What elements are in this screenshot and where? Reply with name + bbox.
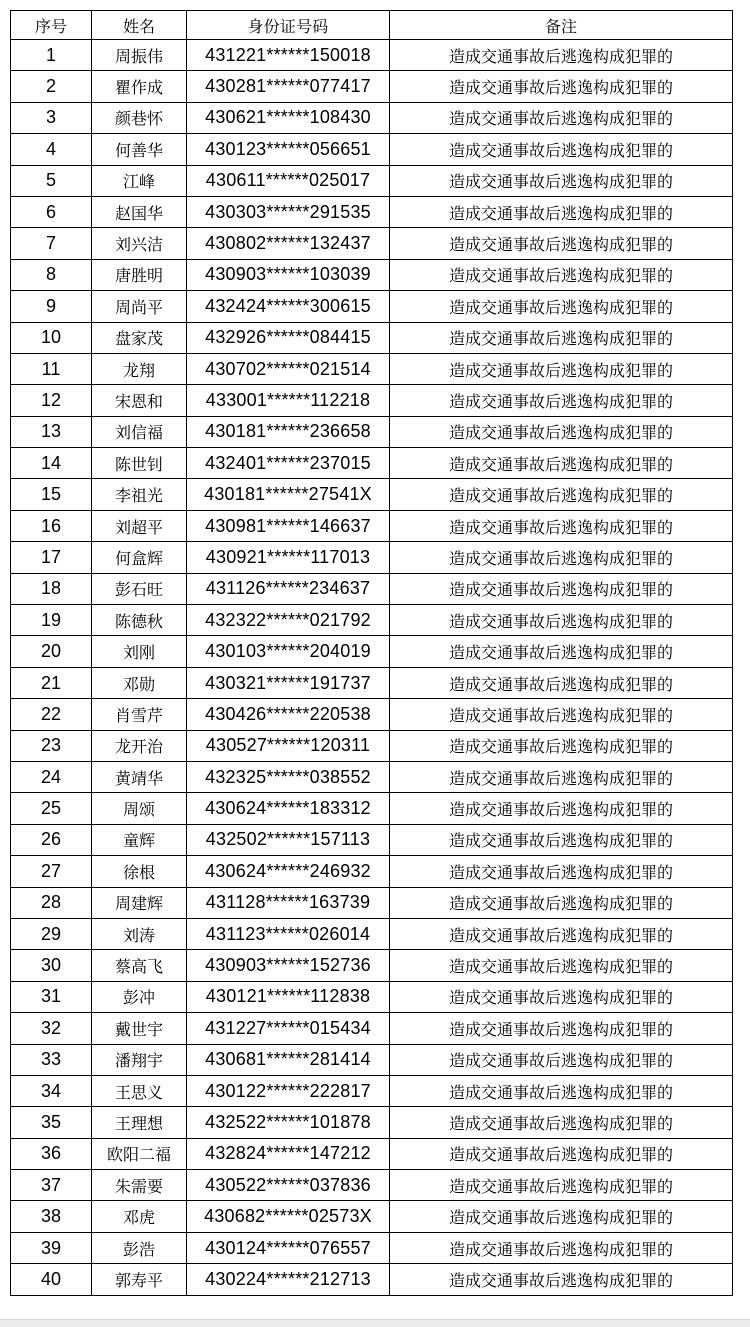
cell-remarks: 造成交通事故后逃逸构成犯罪的 xyxy=(390,322,733,353)
cell-name: 朱需要 xyxy=(92,1170,187,1201)
cell-remarks: 造成交通事故后逃逸构成犯罪的 xyxy=(390,950,733,981)
cell-name: 肖雪芹 xyxy=(92,699,187,730)
cell-remarks: 造成交通事故后逃逸构成犯罪的 xyxy=(390,856,733,887)
cell-id-number: 430611******025017 xyxy=(187,165,390,196)
table-row xyxy=(11,542,733,573)
cell-id-number: 430802******132437 xyxy=(187,228,390,259)
cell-name: 彭冲 xyxy=(92,981,187,1012)
table-row xyxy=(11,887,733,918)
cell-name: 邓虎 xyxy=(92,1201,187,1232)
cell-name: 徐根 xyxy=(92,856,187,887)
cell-remarks: 造成交通事故后逃逸构成犯罪的 xyxy=(390,1044,733,1075)
cell-remarks: 造成交通事故后逃逸构成犯罪的 xyxy=(390,102,733,133)
cell-id-number: 430281******077417 xyxy=(187,71,390,102)
cell-name: 欧阳二福 xyxy=(92,1138,187,1169)
table-row xyxy=(11,824,733,855)
cell-index: 28 xyxy=(11,887,92,918)
cell-id-number: 432322******021792 xyxy=(187,605,390,636)
cell-index: 39 xyxy=(11,1232,92,1263)
cell-id-number: 432401******237015 xyxy=(187,448,390,479)
cell-id-number: 430621******108430 xyxy=(187,102,390,133)
cell-name: 潘翔宇 xyxy=(92,1044,187,1075)
table-row xyxy=(11,981,733,1012)
cell-remarks: 造成交通事故后逃逸构成犯罪的 xyxy=(390,1264,733,1295)
cell-remarks: 造成交通事故后逃逸构成犯罪的 xyxy=(390,761,733,792)
cell-name: 周振伟 xyxy=(92,40,187,71)
table-row xyxy=(11,730,733,761)
cell-name: 陈世钊 xyxy=(92,448,187,479)
cell-name: 童辉 xyxy=(92,824,187,855)
cell-id-number: 433001******112218 xyxy=(187,385,390,416)
cell-name: 郭寿平 xyxy=(92,1264,187,1295)
table-row xyxy=(11,228,733,259)
cell-id-number: 432926******084415 xyxy=(187,322,390,353)
cell-index: 5 xyxy=(11,165,92,196)
table-row xyxy=(11,1044,733,1075)
cell-index: 7 xyxy=(11,228,92,259)
cell-remarks: 造成交通事故后逃逸构成犯罪的 xyxy=(390,416,733,447)
header-id-number: 身份证号码 xyxy=(187,11,390,40)
cell-name: 刘信福 xyxy=(92,416,187,447)
cell-index: 14 xyxy=(11,448,92,479)
cell-index: 13 xyxy=(11,416,92,447)
table-row xyxy=(11,761,733,792)
cell-name: 颜巷怀 xyxy=(92,102,187,133)
cell-remarks: 造成交通事故后逃逸构成犯罪的 xyxy=(390,1138,733,1169)
table-row xyxy=(11,1107,733,1138)
cell-remarks: 造成交通事故后逃逸构成犯罪的 xyxy=(390,259,733,290)
cell-remarks: 造成交通事故后逃逸构成犯罪的 xyxy=(390,1013,733,1044)
cell-remarks: 造成交通事故后逃逸构成犯罪的 xyxy=(390,1232,733,1263)
cell-id-number: 431126******234637 xyxy=(187,573,390,604)
cell-name: 周建辉 xyxy=(92,887,187,918)
cell-index: 12 xyxy=(11,385,92,416)
cell-name: 刘涛 xyxy=(92,918,187,949)
record-table xyxy=(10,10,733,1296)
cell-id-number: 430903******152736 xyxy=(187,950,390,981)
cell-name: 李祖光 xyxy=(92,479,187,510)
table-row xyxy=(11,793,733,824)
cell-name: 周颂 xyxy=(92,793,187,824)
cell-id-number: 432824******147212 xyxy=(187,1138,390,1169)
table-row xyxy=(11,353,733,384)
header-remarks: 备注 xyxy=(390,11,733,40)
cell-id-number: 430624******183312 xyxy=(187,793,390,824)
cell-remarks: 造成交通事故后逃逸构成犯罪的 xyxy=(390,636,733,667)
cell-index: 31 xyxy=(11,981,92,1012)
cell-name: 邓勋 xyxy=(92,667,187,698)
cell-remarks: 造成交通事故后逃逸构成犯罪的 xyxy=(390,918,733,949)
table-row xyxy=(11,1170,733,1201)
cell-remarks: 造成交通事故后逃逸构成犯罪的 xyxy=(390,134,733,165)
cell-index: 26 xyxy=(11,824,92,855)
cell-index: 25 xyxy=(11,793,92,824)
cell-remarks: 造成交通事故后逃逸构成犯罪的 xyxy=(390,573,733,604)
table-row xyxy=(11,605,733,636)
cell-remarks: 造成交通事故后逃逸构成犯罪的 xyxy=(390,699,733,730)
cell-remarks: 造成交通事故后逃逸构成犯罪的 xyxy=(390,1107,733,1138)
cell-remarks: 造成交通事故后逃逸构成犯罪的 xyxy=(390,1170,733,1201)
cell-id-number: 430321******191737 xyxy=(187,667,390,698)
cell-id-number: 432522******101878 xyxy=(187,1107,390,1138)
table-row xyxy=(11,40,733,71)
cell-remarks: 造成交通事故后逃逸构成犯罪的 xyxy=(390,291,733,322)
cell-index: 3 xyxy=(11,102,92,133)
cell-id-number: 430624******246932 xyxy=(187,856,390,887)
cell-index: 21 xyxy=(11,667,92,698)
cell-index: 24 xyxy=(11,761,92,792)
table-row xyxy=(11,573,733,604)
cell-id-number: 430921******117013 xyxy=(187,542,390,573)
cell-remarks: 造成交通事故后逃逸构成犯罪的 xyxy=(390,1075,733,1106)
cell-remarks: 造成交通事故后逃逸构成犯罪的 xyxy=(390,71,733,102)
cell-index: 9 xyxy=(11,291,92,322)
header-name: 姓名 xyxy=(92,11,187,40)
cell-name: 江峰 xyxy=(92,165,187,196)
cell-index: 2 xyxy=(11,71,92,102)
cell-name: 瞿作成 xyxy=(92,71,187,102)
table-row xyxy=(11,1138,733,1169)
table-row xyxy=(11,291,733,322)
cell-name: 陈德秋 xyxy=(92,605,187,636)
cell-id-number: 430181******236658 xyxy=(187,416,390,447)
table-row xyxy=(11,259,733,290)
cell-name: 戴世宇 xyxy=(92,1013,187,1044)
cell-id-number: 430682******02573X xyxy=(187,1201,390,1232)
cell-id-number: 432424******300615 xyxy=(187,291,390,322)
table-body xyxy=(11,40,733,1296)
cell-name: 刘兴洁 xyxy=(92,228,187,259)
cell-id-number: 430522******037836 xyxy=(187,1170,390,1201)
table-row xyxy=(11,165,733,196)
cell-remarks: 造成交通事故后逃逸构成犯罪的 xyxy=(390,448,733,479)
table-row xyxy=(11,636,733,667)
cell-id-number: 430181******27541X xyxy=(187,479,390,510)
cell-name: 赵国华 xyxy=(92,196,187,227)
cell-remarks: 造成交通事故后逃逸构成犯罪的 xyxy=(390,479,733,510)
cell-id-number: 430981******146637 xyxy=(187,510,390,541)
table-row xyxy=(11,134,733,165)
cell-remarks: 造成交通事故后逃逸构成犯罪的 xyxy=(390,730,733,761)
cell-id-number: 431123******026014 xyxy=(187,918,390,949)
table-row xyxy=(11,1013,733,1044)
cell-remarks: 造成交通事故后逃逸构成犯罪的 xyxy=(390,981,733,1012)
cell-remarks: 造成交通事故后逃逸构成犯罪的 xyxy=(390,165,733,196)
table-row xyxy=(11,1075,733,1106)
cell-id-number: 431227******015434 xyxy=(187,1013,390,1044)
cell-index: 10 xyxy=(11,322,92,353)
cell-name: 刘超平 xyxy=(92,510,187,541)
cell-id-number: 430123******056651 xyxy=(187,134,390,165)
cell-name: 何善华 xyxy=(92,134,187,165)
cell-index: 30 xyxy=(11,950,92,981)
cell-index: 40 xyxy=(11,1264,92,1295)
table-row xyxy=(11,1201,733,1232)
cell-name: 彭浩 xyxy=(92,1232,187,1263)
cell-remarks: 造成交通事故后逃逸构成犯罪的 xyxy=(390,196,733,227)
table-row xyxy=(11,196,733,227)
table-row xyxy=(11,448,733,479)
cell-name: 彭石旺 xyxy=(92,573,187,604)
table-row xyxy=(11,1232,733,1263)
cell-id-number: 430122******222817 xyxy=(187,1075,390,1106)
cell-index: 16 xyxy=(11,510,92,541)
cell-name: 周尚平 xyxy=(92,291,187,322)
cell-index: 19 xyxy=(11,605,92,636)
cell-name: 王思义 xyxy=(92,1075,187,1106)
cell-id-number: 430426******220538 xyxy=(187,699,390,730)
table-row xyxy=(11,699,733,730)
cell-index: 6 xyxy=(11,196,92,227)
cell-remarks: 造成交通事故后逃逸构成犯罪的 xyxy=(390,824,733,855)
cell-id-number: 430103******204019 xyxy=(187,636,390,667)
table-row xyxy=(11,510,733,541)
table-row xyxy=(11,385,733,416)
cell-index: 18 xyxy=(11,573,92,604)
table-row xyxy=(11,479,733,510)
cell-id-number: 430124******076557 xyxy=(187,1232,390,1263)
cell-remarks: 造成交通事故后逃逸构成犯罪的 xyxy=(390,385,733,416)
cell-remarks: 造成交通事故后逃逸构成犯罪的 xyxy=(390,1201,733,1232)
cell-index: 22 xyxy=(11,699,92,730)
cell-index: 11 xyxy=(11,353,92,384)
cell-index: 17 xyxy=(11,542,92,573)
cell-remarks: 造成交通事故后逃逸构成犯罪的 xyxy=(390,353,733,384)
table-row xyxy=(11,416,733,447)
cell-id-number: 430527******120311 xyxy=(187,730,390,761)
cell-index: 20 xyxy=(11,636,92,667)
cell-name: 盘家茂 xyxy=(92,322,187,353)
cell-id-number: 431128******163739 xyxy=(187,887,390,918)
cell-index: 23 xyxy=(11,730,92,761)
cell-index: 1 xyxy=(11,40,92,71)
cell-name: 刘刚 xyxy=(92,636,187,667)
table-row xyxy=(11,667,733,698)
cell-name: 宋恩和 xyxy=(92,385,187,416)
cell-name: 黄靖华 xyxy=(92,761,187,792)
table-row xyxy=(11,322,733,353)
cell-id-number: 430681******281414 xyxy=(187,1044,390,1075)
cell-index: 32 xyxy=(11,1013,92,1044)
cell-index: 29 xyxy=(11,918,92,949)
cell-id-number: 430903******103039 xyxy=(187,259,390,290)
table-row xyxy=(11,71,733,102)
cell-id-number: 432325******038552 xyxy=(187,761,390,792)
cell-remarks: 造成交通事故后逃逸构成犯罪的 xyxy=(390,605,733,636)
cell-name: 蔡高飞 xyxy=(92,950,187,981)
cell-index: 34 xyxy=(11,1075,92,1106)
cell-index: 38 xyxy=(11,1201,92,1232)
cell-index: 35 xyxy=(11,1107,92,1138)
header-index: 序号 xyxy=(11,11,92,40)
cell-index: 27 xyxy=(11,856,92,887)
cell-index: 37 xyxy=(11,1170,92,1201)
cell-remarks: 造成交通事故后逃逸构成犯罪的 xyxy=(390,793,733,824)
cell-name: 龙开治 xyxy=(92,730,187,761)
cell-index: 8 xyxy=(11,259,92,290)
cell-remarks: 造成交通事故后逃逸构成犯罪的 xyxy=(390,40,733,71)
cell-id-number: 430224******212713 xyxy=(187,1264,390,1295)
cell-name: 龙翔 xyxy=(92,353,187,384)
cell-id-number: 432502******157113 xyxy=(187,824,390,855)
cell-remarks: 造成交通事故后逃逸构成犯罪的 xyxy=(390,510,733,541)
table-row xyxy=(11,950,733,981)
cell-name: 何盒辉 xyxy=(92,542,187,573)
cell-id-number: 430303******291535 xyxy=(187,196,390,227)
cell-remarks: 造成交通事故后逃逸构成犯罪的 xyxy=(390,228,733,259)
cell-name: 王理想 xyxy=(92,1107,187,1138)
cell-index: 15 xyxy=(11,479,92,510)
cell-id-number: 430121******112838 xyxy=(187,981,390,1012)
cell-id-number: 430702******021514 xyxy=(187,353,390,384)
cell-name: 唐胜明 xyxy=(92,259,187,290)
table-row xyxy=(11,918,733,949)
header-row xyxy=(11,11,733,40)
cell-index: 33 xyxy=(11,1044,92,1075)
cell-remarks: 造成交通事故后逃逸构成犯罪的 xyxy=(390,887,733,918)
cell-index: 4 xyxy=(11,134,92,165)
table-row xyxy=(11,1264,733,1295)
table-header xyxy=(11,11,733,40)
cell-id-number: 431221******150018 xyxy=(187,40,390,71)
cell-remarks: 造成交通事故后逃逸构成犯罪的 xyxy=(390,667,733,698)
cell-remarks: 造成交通事故后逃逸构成犯罪的 xyxy=(390,542,733,573)
cell-index: 36 xyxy=(11,1138,92,1169)
table-row xyxy=(11,102,733,133)
table-row xyxy=(11,856,733,887)
